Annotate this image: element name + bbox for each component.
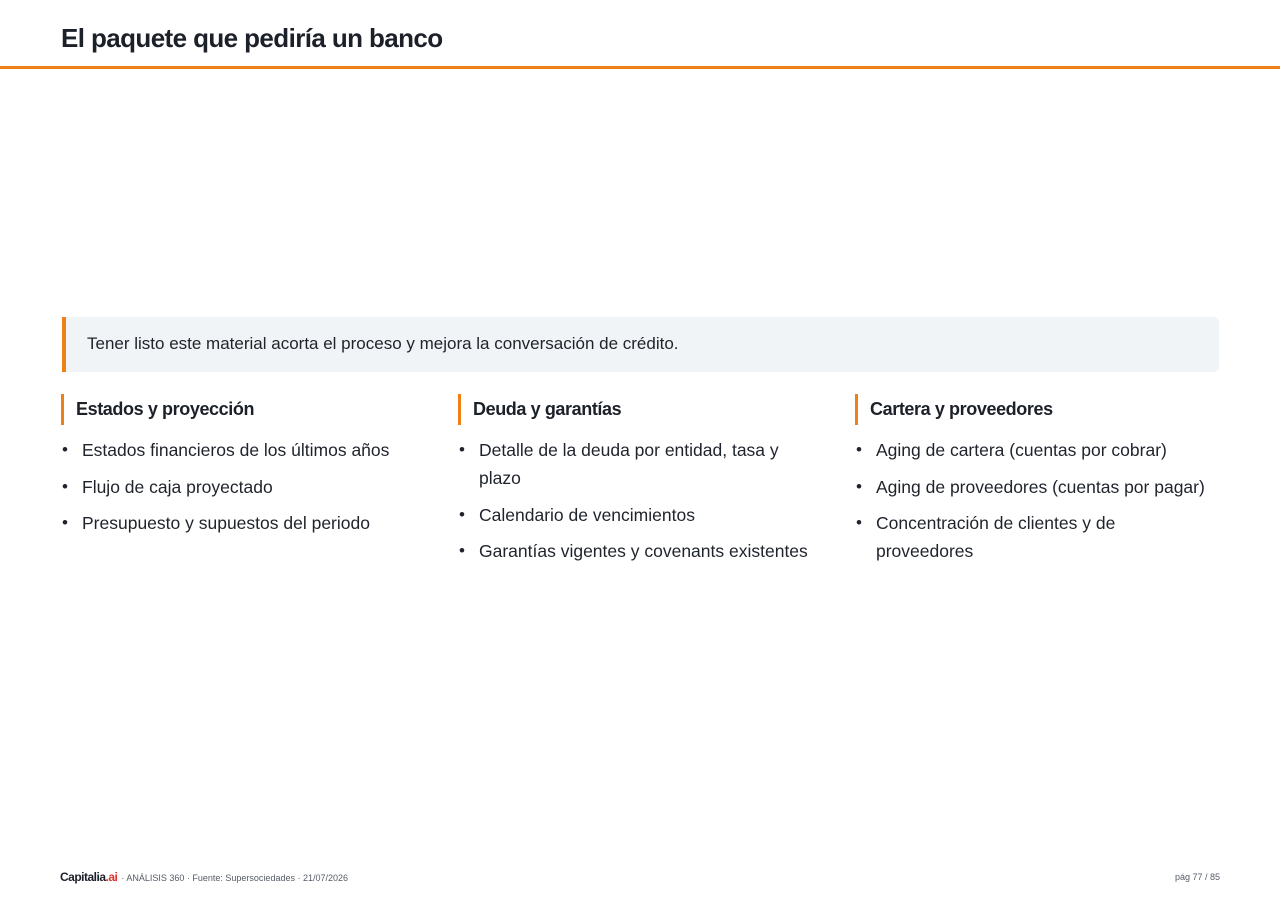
list-item-text: Aging de cartera (cuentas por cobrar) xyxy=(876,440,1167,460)
list-item-text: Calendario de vencimientos xyxy=(479,504,695,525)
column-heading: Deuda y garantías xyxy=(458,394,820,425)
list-item xyxy=(855,509,1217,565)
bullet-icon: • xyxy=(62,513,68,532)
bullet-list xyxy=(855,436,1217,565)
list-item xyxy=(458,537,820,565)
page-number: pág 77 / 85 xyxy=(1174,872,1220,882)
bullet-list xyxy=(458,436,820,565)
bullet-icon: • xyxy=(62,440,68,459)
list-item xyxy=(458,501,820,529)
brand-suffix: .ai xyxy=(105,870,118,884)
brand-logo xyxy=(60,870,117,884)
bullet-icon: • xyxy=(459,541,465,560)
footer-left xyxy=(60,869,348,886)
page-footer xyxy=(60,869,1220,885)
column-heading: Cartera y proveedores xyxy=(855,394,1217,425)
list-item-text: Presupuesto y supuestos del periodo xyxy=(82,513,370,533)
bullet-list xyxy=(61,436,423,537)
bullet-icon: • xyxy=(856,513,862,532)
page-header xyxy=(0,0,1280,69)
bullet-icon: • xyxy=(856,476,862,496)
bullet-icon: • xyxy=(459,504,465,524)
list-item-text: Garantías vigentes y covenants existentes xyxy=(479,541,808,561)
bullet-icon: • xyxy=(459,440,465,459)
column-estados xyxy=(61,394,423,546)
list-item-text: Detalle de la deuda por entidad, tasa y plazo xyxy=(479,440,779,488)
list-item-text: Concentración de clientes y de proveedores xyxy=(876,513,1116,561)
callout-box xyxy=(62,317,1219,372)
list-item-text: Aging de proveedores (cuentas por pagar) xyxy=(876,476,1205,497)
bullet-icon: • xyxy=(62,476,68,496)
list-item xyxy=(458,436,820,492)
column-deuda xyxy=(458,394,820,574)
list-item-text: Estados financieros de los últimos años xyxy=(82,440,390,460)
list-item-text: Flujo de caja proyectado xyxy=(82,476,273,497)
column-heading: Estados y proyección xyxy=(61,394,423,425)
column-cartera xyxy=(855,394,1217,574)
list-item xyxy=(61,509,423,537)
bullet-icon: • xyxy=(856,440,862,459)
list-item xyxy=(855,473,1217,501)
brand-name: Capitalia xyxy=(60,870,106,884)
page-title: El paquete que pediría un banco xyxy=(61,23,443,53)
list-item xyxy=(61,473,423,501)
list-item xyxy=(855,436,1217,464)
callout-text: Tener listo este material acorta el proceso y mejora la conversación de crédito. xyxy=(87,334,679,353)
footer-meta: · ANÁLISIS 360 · Fuente: Supersociedades · 21/07/2026 xyxy=(121,873,349,883)
list-item xyxy=(61,436,423,464)
